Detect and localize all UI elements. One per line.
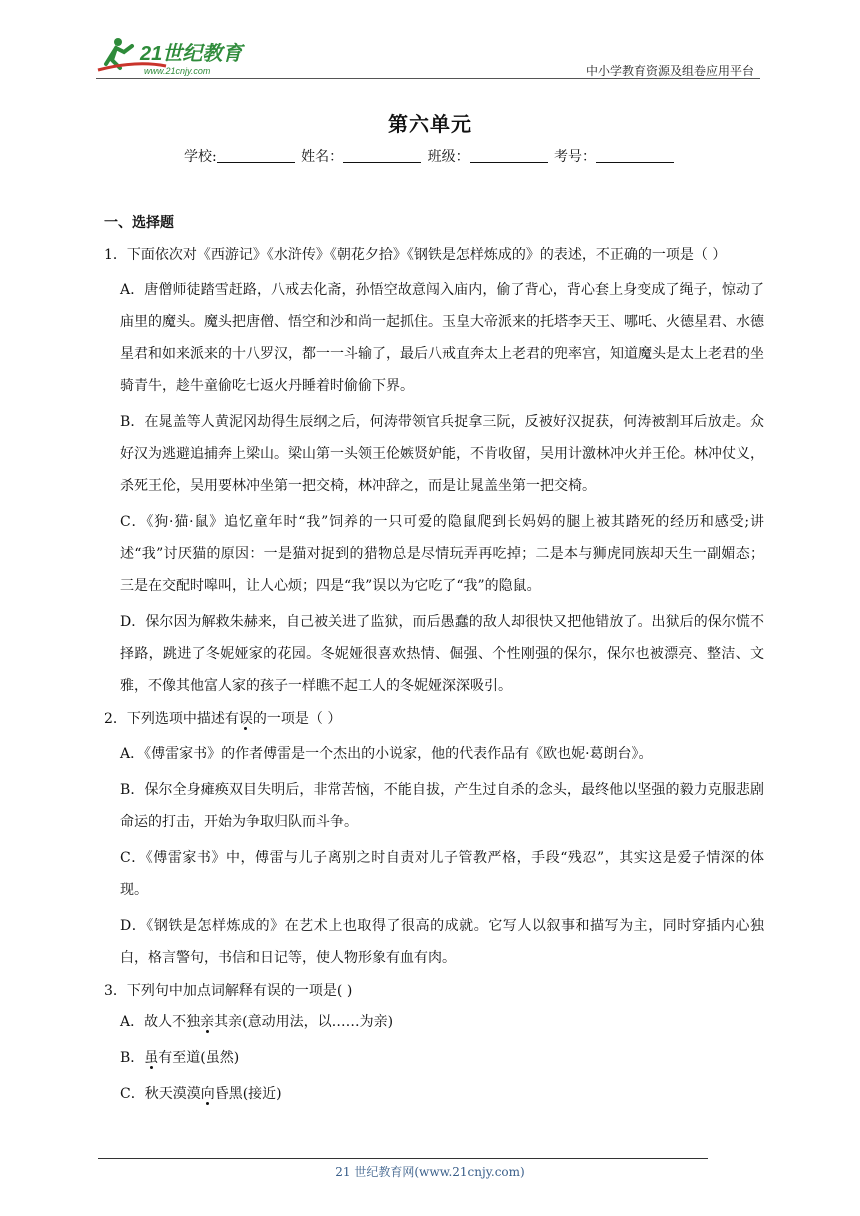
question-3-option-c: C．秋天漠漠向昏黑(接近): [120, 1086, 282, 1102]
question-2-option-b: B．保尔全身瘫痪双目失明后，非常苦恼，不能自拔，产生过自杀的念头，最终他以坚强的毅力克服悲剧命运的打击，开始为争取归队而斗争。: [120, 782, 764, 830]
question-1-option-a: A．唐僧师徒踏雪赶路，八戒去化斋，孙悟空故意闯入庙内，偷了背心，背心套上身变成了绳子，惊动了庙里的魔头。魔头把唐僧、悟空和沙和尚一起抓住。玉皇大帝派来的托塔李天王、哪吒、火德星君、水德星君和如来派来的十八罗汉，都一一斗输了，最后八戒直奔太上老君的兜率宫，知道魔头是太上老君的坐骑青牛，趁牛童偷吃七返火丹睡着时偷偷下界。: [120, 282, 764, 394]
emphasis-dot-char: 误: [238, 711, 253, 727]
footer-divider: [98, 1158, 708, 1159]
student-info-row: [0, 146, 860, 166]
question-2-option-c: C．《傅雷家书》中，傅雷与儿子离别之时自责对儿子管教严格，手段“残忍”，其实这是爱子情深的体现。: [120, 850, 764, 898]
name-blank[interactable]: [343, 148, 421, 163]
page-title: 第六单元: [388, 112, 472, 136]
exam-no-label: 考号：: [554, 149, 597, 165]
emphasis-dot-char: 亲: [200, 1014, 215, 1030]
header-divider: [96, 78, 760, 79]
school-blank[interactable]: [217, 148, 295, 163]
question-1-stem: 1．下面依次对《西游记》《水浒传》《朝花夕拾》《钢铁是怎样炼成的》的表述，不正确的一项是（ ）: [104, 247, 727, 263]
svg-text:21世纪教育: 21世纪教育: [140, 43, 243, 65]
question-2-stem: 2．下列选项中描述有误的一项是（ ）: [104, 711, 342, 727]
page-header: [96, 34, 760, 78]
platform-name: 中小学教育资源及组卷应用平台: [585, 64, 754, 78]
question-1-option-b: B．在晁盖等人黄泥冈劫得生辰纲之后，何涛带领官兵捉拿三阮，反被好汉捉获，何涛被割耳后放走。众好汉为逃避追捕奔上梁山。梁山第一头领王伦嫉贤妒能，不肯收留，吴用计激林冲火并王伦。林冲仗义，杀死王伦，吴用要林冲坐第一把交椅，林冲辞之，而是让晁盖坐第一把交椅。: [120, 414, 764, 494]
question-3-option-b: B．虽有至道(虽然): [120, 1050, 240, 1066]
question-3-option-a: A．故人不独亲其亲(意动用法，以……为亲): [120, 1014, 394, 1030]
question-1-option-d: D．保尔因为解救朱赫来，自己被关进了监狱，而后愚蠢的敌人却很快又把他错放了。出狱后的保尔慌不择路，跳进了冬妮娅家的花园。冬妮娅很喜欢热情、倔强、个性刚强的保尔，保尔也被漂亮、整洁、文雅，不像其他富人家的孩子一样瞧不起工人的冬妮娅深深吸引。: [120, 614, 764, 694]
svg-text:www.21cnjy.com: www.21cnjy.com: [144, 66, 211, 76]
school-label: 学校:: [183, 149, 217, 165]
site-logo[interactable]: [96, 34, 266, 78]
question-content: [104, 212, 764, 1110]
exam-no-blank[interactable]: [596, 148, 674, 163]
class-blank[interactable]: [470, 148, 548, 163]
class-label: 班级：: [427, 149, 470, 165]
question-1-option-c: C．《狗·猫·鼠》追忆童年时“我”饲养的一只可爱的隐鼠爬到长妈妈的腿上被其踏死的经历和感受;讲述“我”讨厌猫的原因：一是猫对捉到的猎物总是尽情玩弄再吃掉；二是本与狮虎同族却天生一副媚态；三是在交配时嗥叫，让人心烦；四是“我”误以为它吃了“我”的隐鼠。: [120, 514, 764, 594]
emphasis-dot-char: 虽: [144, 1050, 159, 1066]
logo-runner-icon: [96, 34, 266, 78]
question-3-stem: 3．下列句中加点词解释有误的一项是( ): [104, 983, 353, 999]
emphasis-dot-char: 向: [200, 1086, 215, 1102]
section-title: 一、选择题: [104, 215, 174, 231]
footer-text[interactable]: 21 世纪教育网(www.21cnjy.com): [335, 1165, 525, 1179]
question-2-option-d: D．《钢铁是怎样炼成的》在艺术上也取得了很高的成就。它写人以叙事和描写为主，同时穿插内心独白，格言警句，书信和日记等，使人物形象有血有肉。: [120, 918, 764, 966]
question-2-option-a: A．《傅雷家书》的作者傅雷是一个杰出的小说家，他的代表作品有《欧也妮·葛朗台》。: [120, 746, 653, 762]
name-label: 姓名：: [301, 149, 344, 165]
